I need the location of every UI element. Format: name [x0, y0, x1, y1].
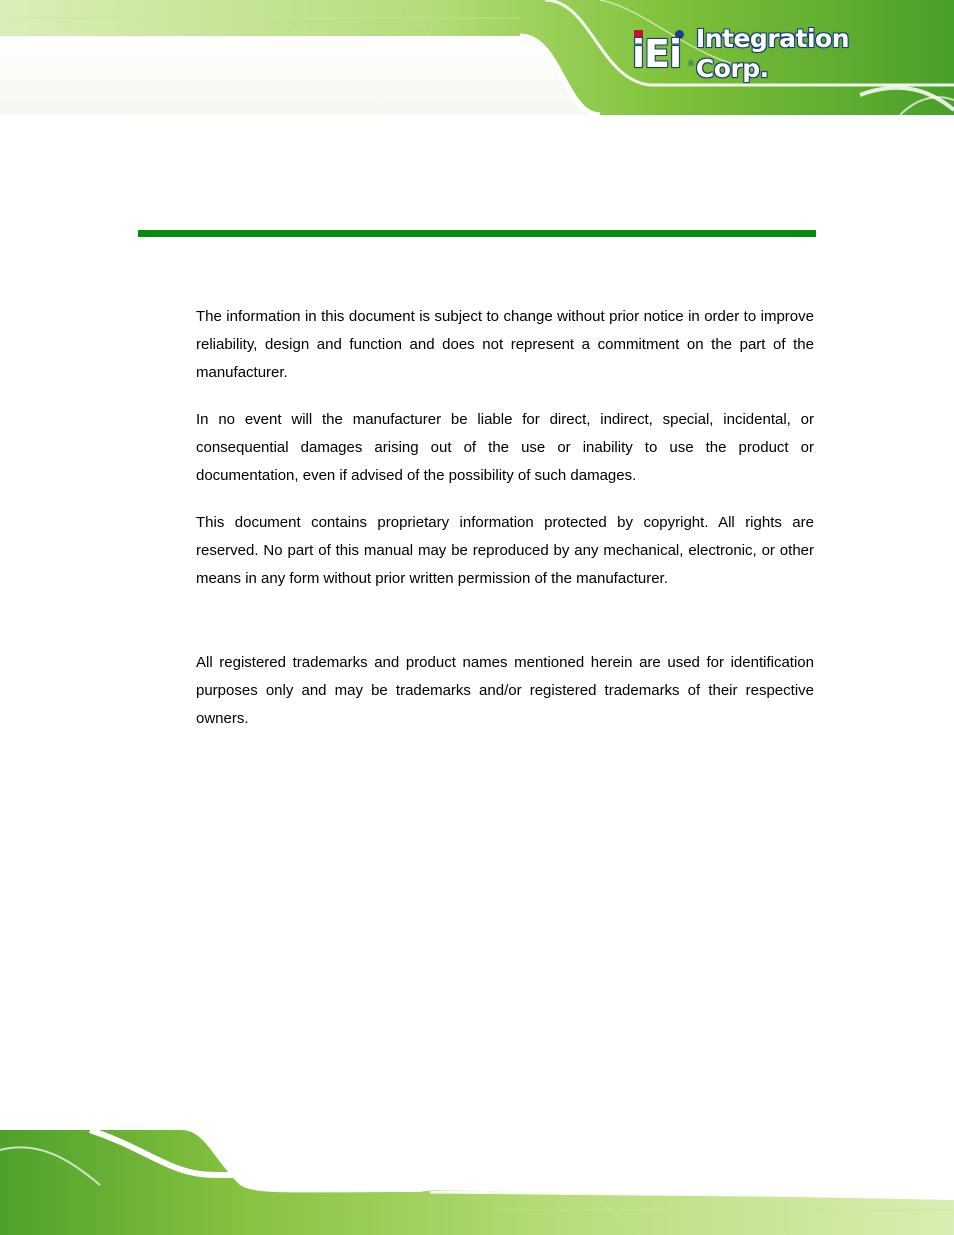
- document-body: [196, 303, 814, 752]
- paragraph-copyright: This document contains proprietary information protected by copyright. All rights are reserved. No part of this manual may be reproduced by any mechanical, electronic, or other means in any form without prior written permission of the manufacturer.: [196, 514, 814, 587]
- paragraph-trademarks: All registered trademarks and product names mentioned herein are used for identification purposes only and may be trademarks and/or registered trademarks of their respective owners.: [196, 654, 814, 727]
- registered-mark: ®: [688, 59, 694, 68]
- paragraph-disclaimer-change: The information in this document is subject to change without prior notice in order to improve reliability, design and function and does not represent a commitment on the part of the manufacturer.: [196, 308, 814, 381]
- footer-banner: [0, 1130, 954, 1235]
- logo-mark-text: iEi: [632, 32, 682, 76]
- logo-company-name: Integration Corp.: [695, 24, 850, 83]
- paragraph-liability: In no event will the manufacturer be liable for direct, indirect, special, incidental, or consequential damages arising out of the use or inability to use the product or documentation, even if advised of the possibility of such damages.: [196, 411, 814, 484]
- company-logo: [632, 24, 922, 83]
- iei-logo-mark: [632, 30, 688, 76]
- section-divider: [138, 230, 816, 237]
